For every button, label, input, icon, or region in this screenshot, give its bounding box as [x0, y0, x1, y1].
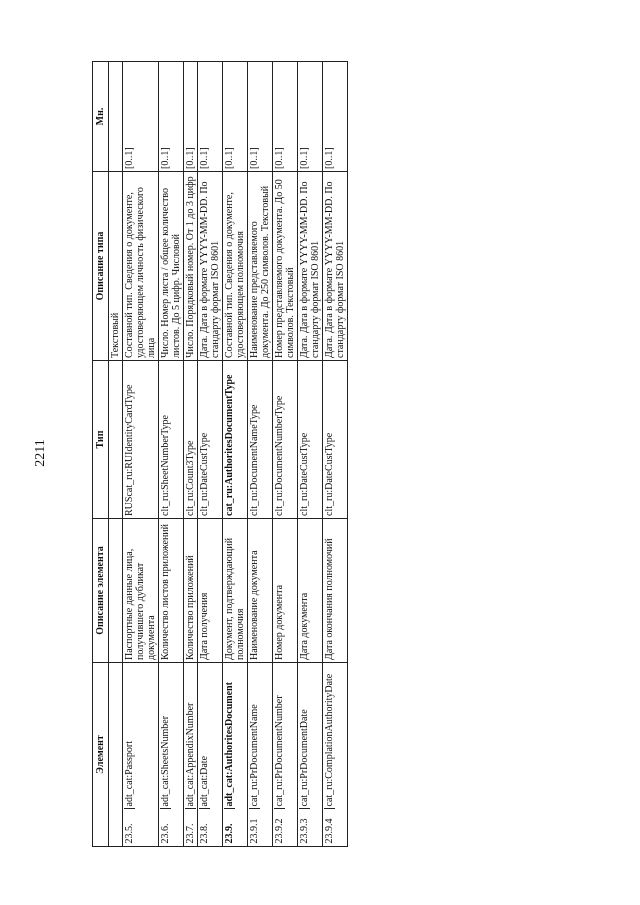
row-number: 23.9.4 — [324, 809, 335, 845]
cell-type-desc: Номер представляемого документа. До 50 символов. Текстовый — [273, 172, 298, 361]
cell-mn: [0..1] — [159, 62, 184, 172]
continuation-type-desc: Текстовый — [109, 172, 123, 361]
row-number: 23.5. — [124, 809, 135, 845]
cell-type-desc: Дата. Дата в формате YYYY-MM-DD. По стандарту формат ISO 8601 — [198, 172, 223, 361]
table-row — [323, 62, 348, 847]
cell-type-desc: Число. Порядковый номер. От 1 до 3 цифр — [184, 172, 198, 361]
header-element: Элемент — [93, 663, 109, 847]
element-name: cat_ru:PrDocumentDate — [299, 709, 310, 807]
cell-element — [298, 663, 323, 844]
cell-element-desc: Дата окончания полномочий — [323, 519, 348, 663]
cell-type: clt_ru:DateCustType — [198, 361, 223, 519]
element-name: cat_ru:PrDocumentName — [249, 704, 260, 807]
row-number: 23.9.1 — [249, 809, 260, 845]
cell-element — [323, 663, 348, 844]
cell-mn: [0..1] — [184, 62, 198, 172]
rotated-table-container — [92, 62, 396, 847]
continuation-row — [109, 62, 123, 847]
element-name: cat_ru:PrDocumentNumber — [274, 695, 285, 807]
table-row — [123, 62, 159, 847]
table-header-row — [93, 62, 109, 847]
cell-mn: [0..1] — [273, 62, 298, 172]
row-number: 23.7. — [185, 809, 196, 845]
row-number: 23.6. — [160, 809, 171, 845]
table-row — [298, 62, 323, 847]
continuation-cell — [109, 833, 123, 847]
cell-element — [123, 663, 159, 844]
continuation-cell — [109, 519, 123, 663]
table-row — [273, 62, 298, 847]
cell-type: clt_ru:DateCustType — [323, 361, 348, 519]
table-row — [248, 62, 273, 847]
cell-mn: [0..1] — [223, 62, 248, 172]
element-name: adt_cat:SheetsNumber — [160, 715, 171, 807]
cell-element — [159, 663, 184, 844]
cell-type-desc: Дата. Дата в формате YYYY-MM-DD. По стандарту формат ISO 8601 — [323, 172, 348, 361]
table-row — [184, 62, 198, 847]
table-row — [198, 62, 223, 847]
element-name: adt_cat:AppendixNumber — [185, 702, 196, 807]
row-number: 23.9.3 — [299, 809, 310, 845]
cell-element — [198, 663, 223, 844]
cell-mn: [0..1] — [248, 62, 273, 172]
cell-type: clt_ru:SheetNumberType — [159, 361, 184, 519]
continuation-cell — [109, 361, 123, 519]
table-row — [223, 62, 248, 847]
schema-table — [92, 61, 348, 847]
cell-mn: [0..1] — [123, 62, 159, 172]
element-name: adt_cat:Date — [199, 755, 210, 807]
cell-type: cat_ru:AuthoritesDocumentType — [223, 361, 248, 519]
cell-type: clt_ru:DocumentNumberType — [273, 361, 298, 519]
cell-element-desc: Паспортные данные лица, получившего дубликат документа — [123, 519, 159, 663]
header-type-desc: Описание типа — [93, 172, 109, 361]
cell-element — [273, 663, 298, 844]
cell-type: clt_ru:DocumentNameType — [248, 361, 273, 519]
header-element-desc: Описание элемента — [93, 519, 109, 663]
cell-element-desc: Номер документа — [273, 519, 298, 663]
cell-type: RUScat_ru:RUIdentityCardType — [123, 361, 159, 519]
cell-element-desc: Количество приложений — [184, 519, 198, 663]
cell-mn: [0..1] — [198, 62, 223, 172]
cell-element-desc: Документ, подтверждающий полномочия — [223, 519, 248, 663]
cell-mn: [0..1] — [323, 62, 348, 172]
cell-type-desc: Составной тип. Сведения о документе, удостоверяющем личность физического лица — [123, 172, 159, 361]
cell-type: clt_ru:DateCustType — [298, 361, 323, 519]
cell-type-desc: Составной тип. Сведения о документе, удостоверяющем полномочия — [223, 172, 248, 361]
cell-element — [184, 663, 198, 844]
row-number: 23.8. — [199, 809, 210, 845]
cell-element — [248, 663, 273, 844]
cell-element-desc: Дата документа — [298, 519, 323, 663]
cell-type: clt_ru:Count3Type — [184, 361, 198, 519]
header-mn: Мн. — [93, 62, 109, 172]
row-number: 23.9. — [224, 809, 235, 845]
element-name: cat_ru:ComplationAuthorityDate — [324, 673, 335, 807]
cell-type-desc: Наименование представляемого документа. До 250 символов. Текстовый — [248, 172, 273, 361]
table-row — [159, 62, 184, 847]
cell-type-desc: Число. Номер листа / общее количество листов. До 5 цифр. Числовой — [159, 172, 184, 361]
element-name: adt_cat:AuthoritesDocument — [224, 682, 235, 807]
continuation-cell — [109, 663, 123, 833]
page-number: 2211 — [33, 439, 48, 467]
element-name: adt_cat:Passport — [124, 740, 135, 807]
cell-element-desc: Наименование документа — [248, 519, 273, 663]
cell-mn: [0..1] — [298, 62, 323, 172]
cell-element — [223, 663, 248, 844]
cell-type-desc: Дата. Дата в формате YYYY-MM-DD. По стандарту формат ISO 8601 — [298, 172, 323, 361]
row-number: 23.9.2 — [274, 809, 285, 845]
header-type: Тип — [93, 361, 109, 519]
continuation-cell — [109, 62, 123, 172]
cell-element-desc: Дата получения — [198, 519, 223, 663]
cell-element-desc: Количество листов приложений — [159, 519, 184, 663]
